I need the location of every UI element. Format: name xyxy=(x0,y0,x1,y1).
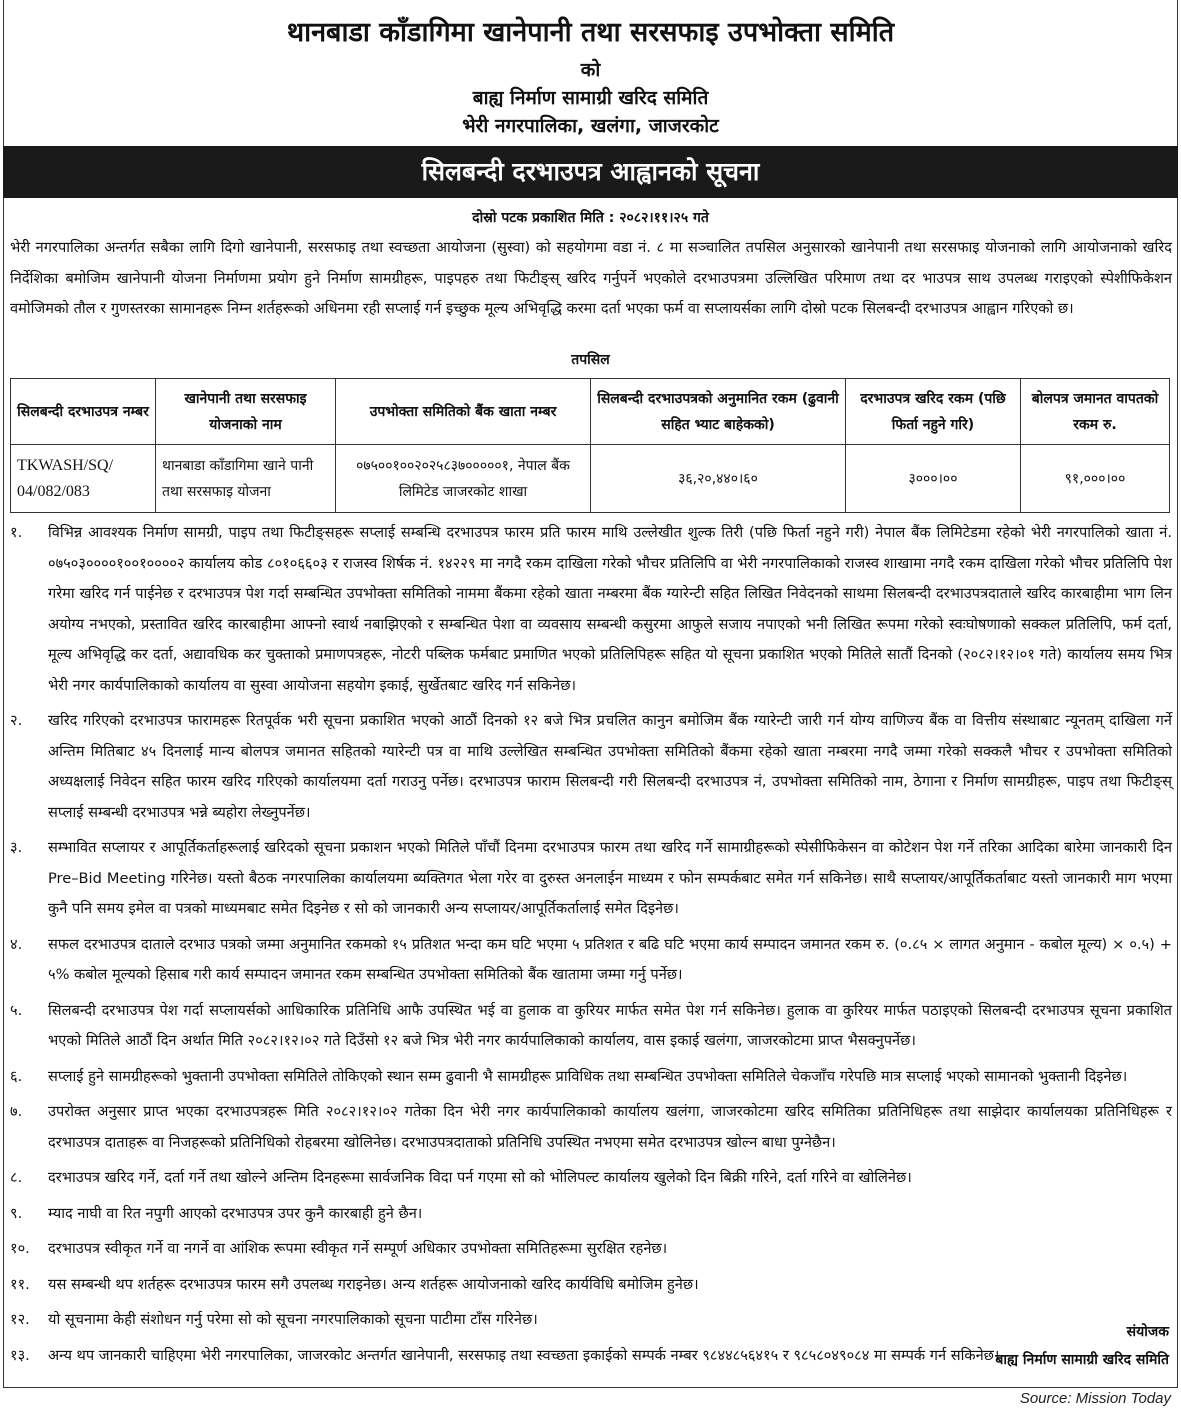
list-item xyxy=(10,1234,1172,1265)
organization-title: थानबाडा काँडागिमा खानेपानी तथा सरसफाइ उपभोक्ता समिति xyxy=(286,17,895,48)
item-number: १२. xyxy=(10,1311,30,1328)
publish-date: दोस्रो पटक प्रकाशित मिति : २०८२।११।२५ गते xyxy=(472,210,709,226)
item-text: दरभाउपत्र स्वीकृत गर्ने वा नगर्ने वा आंशिक रूपमा स्वीकृत गर्ने सम्पूर्ण अधिकार उपभोक्ता समितिहरूमा सुरक्षित रहनेछ। xyxy=(48,1240,668,1257)
header-ko: को xyxy=(580,59,601,81)
list-item xyxy=(10,833,1172,925)
list-item xyxy=(10,996,1172,1057)
list-item xyxy=(10,1305,1172,1336)
estimated-amount: ३६,२०,४४०।६० xyxy=(591,445,846,513)
item-number: २. xyxy=(10,712,23,729)
signature-role: संयोजक xyxy=(1126,1324,1169,1340)
list-item xyxy=(10,706,1172,828)
item-text: विभिन्न आवश्यक निर्माण सामग्री, पाइप तथा फिटीङ्सहरू सप्लाई सम्बन्धि दरभाउपत्र फारम प्रति फारम माथि उल्लेखीत शुल्क तिरी (पछि फिर्ता नहुने गरी) नेपाल बैंक लिमिटेडमा रहेको भेरी नगरपालिको खाता नं. ०७५०३००००१००१००००२ कार्यालय कोड ८०१०६६०३ र राजस्व शिर्षक नं. १४२२९ मा नगदै रकम दाखिला गरेको भौचर प्रतिलिपि वा भेरी नगरपालिकाको राजस्व शाखामा नगदै रकम दाखिला गरेको भौचर प्रतिलिपि पेश गरेमा खरिद गर्न पाईनेछ र दरभाउपत्र पेश गर्दा सम्बन्धित उपभोक्ता समितिको नाममा बैंकमा रहेको खाता नम्बरमा बैंक ग्यारेन्टी सहित लिखित निवेदनको साथमा सिलबन्दी दरभाउपत्रदाताले खरिद कारबाहीमा भाग लिन अयोग्य नभएको, प्रस्तावित खरिद कारबाहीमा आफ्नो स्वार्थ नबाझिएको र सम्बन्धित पेशा वा व्यवसाय सम्बन्धी कसुरमा आफुले सजाय नपाएको भनी लिखित रूपमा गरेको स्वःघोषणाको सक्कल प्रतिलिपि, फर्म दर्ता, मूल्य अभिवृद्धि कर दर्ता, अद्यावधिक कर चुक्ताको प्रमाणपत्रहरू, नोटरी पब्लिक फर्मबाट प्रमाणित भएको प्रतिलिपिहरू सहित यो सूचना प्रकाशित भएको मितिले सातौं दिनको (२०८२।१२।०१ गते) कार्यालय समय भित्र भेरी नगर कार्यपालिकाको कार्यालय वा सुस्वा आयोजना सहयोग इकाई, सुर्खेतबाट खरिद गर्न सकिनेछ। xyxy=(48,524,1172,694)
item-text: सिलबन्दी दरभाउपत्र पेश गर्दा सप्लायर्सको आधिकारिक प्रतिनिधि आफै उपस्थित भई वा हुलाक वा कुरियर मार्फत समेत पेश गर्न सकिनेछ। हुलाक वा कुरियर मार्फत पठाइएको सिलबन्दी दरभाउपत्र सूचना प्रकाशित भएको मितिले आठौं दिन अर्थात मिति २०८२।१२।०२ गते दिउँसो १२ बजे भित्र भेरी नगर कार्यपालिकाको कार्यालय, वास इकाई खलंगा, जाजरकोटमा प्राप्त भैसक्नुपर्नेछ। xyxy=(48,1001,1172,1049)
col-header: बोलपत्र जमानत वापतको रकम रु. xyxy=(1021,379,1170,445)
item-text: उपरोक्त अनुसार प्राप्त भएका दरभाउपत्रहरू मिति २०८२।१२।०२ गतेका दिन भेरी नगर कार्यपालिकाको कार्यालय खलंगा, जाजरकोटमा खरिद समितिका प्रतिनिधिहरू तथा साझेदार कार्यालयका प्रतिनिधिहरू र दरभाउपत्र दाताहरू वा निजहरूको प्रतिनिधिको रोहबरमा खोलिनेछ। दरभाउपत्रदाताको प्रतिनिधि उपस्थित नभएमा समेत दरभाउपत्र खोल्न बाधा पुग्नेछैन। xyxy=(48,1103,1172,1151)
item-number: ९. xyxy=(10,1204,23,1222)
col-header: उपभोक्ता समितिको बैंक खाता नम्बर xyxy=(336,379,591,445)
item-number: ५. xyxy=(10,1001,23,1019)
item-text: यो सूचनामा केही संशोधन गर्नु परेमा सो को सूचना नगरपालिकाको सूचना पाटीमा टाँस गरिनेछ। xyxy=(48,1311,538,1328)
list-item xyxy=(10,1062,1172,1093)
source-credit: Source: Mission Today xyxy=(1019,1390,1171,1407)
item-number: ४. xyxy=(10,935,23,953)
item-text: सप्लाई हुने सामग्रीहरूको भुक्तानी उपभोक्ता समितिले तोकिएको स्थान सम्म ढुवानी भै सामग्रीहरू प्राविधिक तथा सम्बन्धित उपभोक्ता समितिले चेकजाँच गरेपछि मात्र सप्लाई भएको सामानको भुक्तानी दिइनेछ। xyxy=(48,1067,1128,1085)
col-header: खानेपानी तथा सरसफाइ योजनाको नाम xyxy=(156,379,336,445)
item-number: १. xyxy=(10,524,23,541)
bank-account: ०७५००१००२०२५८३७०००००१, नेपाल बैंक लिमिटेड जाजरकोट शाखा xyxy=(336,445,591,513)
item-text: सम्भावित सप्लायर र आपूर्तिकर्ताहरूलाई खरिदको सूचना प्रकाशन भएको मितिले पाँचौं दिनमा दरभाउपत्र फारम तथा खरिद गर्ने सामाग्रीहरूको स्पेसीफिकेसन वा कोटेशन पेश गर्ने तरिका आदिका बारेमा जानकारी दिन Pre–Bid Meeting गरिनेछ। यस्तो बैठक नगरपालिका कार्यालयमा ब्यक्तिगत भेला गरेर वा दुरुस्त अनलाईन माध्यम र फोन सम्पर्कबाट समेत गर्न सकिनेछ। साथै सप्लायर/आपूर्तिकर्ताबाट यस्तो जानकारी माग भएमा कुनै पनि समय इमेल वा पत्रको माध्यमबाट समेत दिइनेछ र सो को जानकारी अन्य सप्लायर/आपूर्तिकर्तालाई समेत दिइनेछ। xyxy=(48,839,1172,917)
item-text: यस सम्बन्धी थप शर्तहरू दरभाउपत्र फारम सगै उपलब्ध गराइनेछ। अन्य शर्तहरू आयोजनाको खरिद कार्यविधि बमोजिम हुनेछ। xyxy=(48,1275,699,1293)
item-number: ७. xyxy=(10,1103,23,1120)
list-item xyxy=(10,930,1172,991)
list-item xyxy=(10,518,1172,701)
intro-paragraph: भेरी नगरपालिका अन्तर्गत सबैका लागि दिगो खानेपानी, सरसफाइ तथा स्वच्छता आयोजना (सुस्वा) को सहयोगमा वडा नं. ८ मा सञ्चालित तपसिल अनुसारको खानेपानी तथा सरसफाइ योजनाको लागि आयोजनाको खरिद निर्देशिका बमोजिम खानेपानी योजना निर्माणमा प्रयोग हुने निर्माण सामग्रीहरू, पाइपहरु तथा फिटीङ्स् खरिद गर्नुपर्ने भएकोले दरभाउपत्रमा उल्लिखित परिमाण तथा दर भाउपत्र साथ उपलब्ध गराइएको स्पेशीफिकेशन वमोजिमको तौल र गुणस्तरका सामानहरू निम्न शर्तहरूको अधिनमा रही सप्लाई गर्न इच्छुक मूल्य अभिवृद्धि करमा दर्ता भएका फर्म वा सप्लायर्सका लागि दोस्रो पटक सिलबन्दी दरभाउपत्र आह्वान गरिएको छ। xyxy=(10,239,1172,317)
location: भेरी नगरपालिका, खलंगा, जाजरकोट xyxy=(462,115,719,137)
item-number: १३. xyxy=(10,1346,30,1364)
item-text: खरिद गरिएको दरभाउपत्र फारामहरू रितपूर्वक भरी सूचना प्रकाशित भएको आठौं दिनको १२ बजे भित्र प्रचलित कानुन बमोजिम बैंक ग्यारेन्टी जारी गर्न योग्य वाणिज्य बैंक वा वित्तीय संस्थाबाट न्यूनतम् दाखिला गर्ने अन्तिम मितिबाट ४५ दिनलाई मान्य बोलपत्र जमानत सहितको ग्यारेन्टी पत्र वा माथि उल्लेखित सम्बन्धित उपभोक्ता समितिको बैंकमा रहेको खाता नम्बरमा नगदै जम्मा गरेको सक्कलै भौचर र उपभोक्ता समितिको अध्यक्षलाई निवेदन सहित फारम खरिद गरिएको कार्यालयमा दर्ता गराउनु पर्नेछ। दरभाउपत्र फाराम सिलबन्दी गरी सिलबन्दी दरभाउपत्र नं, उपभोक्ता समितिको नाम, ठेगाना र निर्माण सामग्रीहरू, पाइप तथा फिटीङ्स् सप्लाई सम्बन्धी दरभाउपत्र भन्ने ब्यहोरा लेख्नुपर्नेछ। xyxy=(48,712,1172,821)
col-header: दरभाउपत्र खरिद रकम (पछि फिर्ता नहुने गरि) xyxy=(846,379,1021,445)
list-item xyxy=(10,1199,1172,1230)
notice-title: सिलबन्दी दरभाउपत्र आह्वानको सूचना xyxy=(3,146,1178,198)
item-number: १०. xyxy=(10,1240,30,1257)
signature-committee: बाह्य निर्माण सामाग्री खरिद समिति xyxy=(995,1352,1169,1368)
bid-number: TKWASH/SQ/ 04/082/083 xyxy=(11,445,156,513)
item-number: ६. xyxy=(10,1067,23,1085)
committee-name: बाह्य निर्माण सामाग्री खरिद समिति xyxy=(472,87,709,109)
list-item xyxy=(10,1097,1172,1158)
tapsil-label: तपसिल xyxy=(571,352,610,368)
item-text: दरभाउपत्र खरिद गर्ने, दर्ता गर्ने तथा खोल्ने अन्तिम दिनहरूमा सार्वजनिक विदा पर्न गएमा सो को भोलिपल्ट कार्यालय खुलेको दिन बिक्री गरिने, दर्ता गरिने वा खोलिनेछ। xyxy=(48,1169,912,1186)
item-text: अन्य थप जानकारी चाहिएमा भेरी नगरपालिका, जाजरकोट अन्तर्गत खानेपानी, सरसफाइ तथा स्वच्छता इकाईको सम्पर्क नम्बर ९८४४८५६४१५ र ९८५८०४९०८४ मा सम्पर्क गर्न सकिनेछ। xyxy=(48,1346,1000,1364)
conditions-list xyxy=(10,518,1172,1376)
purchase-amount: ३०००।०० xyxy=(846,445,1021,513)
item-number: ८. xyxy=(10,1169,23,1186)
item-number: ११. xyxy=(10,1275,30,1293)
item-number: ३. xyxy=(10,839,23,856)
table-row xyxy=(11,445,1170,513)
list-item xyxy=(10,1270,1172,1301)
details-table xyxy=(10,378,1170,513)
table-header-row xyxy=(11,379,1170,445)
item-text: सफल दरभाउपत्र दाताले दरभाउ पत्रको जम्मा अनुमानित रकमको १५ प्रतिशत भन्दा कम घटि भएमा ५ प्रतिशत र बढि घटि भएमा कार्य सम्पादन जमानत रकम रु. (०.८५ × लागत अनुमान - कबोल मूल्य) × ०.५) + ५% कबोल मूल्यको हिसाब गरी कार्य सम्पादन जमानत रकम सम्बन्धित उपभोक्ता समितिको बैंक खातामा जम्मा गर्नु पर्नेछ। xyxy=(48,935,1172,983)
bid-security: ९१,०००।०० xyxy=(1021,445,1170,513)
item-text: म्याद नाघी वा रित नपुगी आएको दरभाउपत्र उपर कुनै कारबाही हुने छैन। xyxy=(48,1204,423,1222)
scheme-name: थानबाडा काँडागिमा खाने पानी तथा सरसफाइ योजना xyxy=(156,445,336,513)
col-header: सिलबन्दी दरभाउपत्रको अनुमानित रकम (ढुवानी सहित भ्याट बाहेकको) xyxy=(591,379,846,445)
list-item xyxy=(10,1163,1172,1194)
col-header: सिलबन्दी दरभाउपत्र नम्बर xyxy=(11,379,156,445)
